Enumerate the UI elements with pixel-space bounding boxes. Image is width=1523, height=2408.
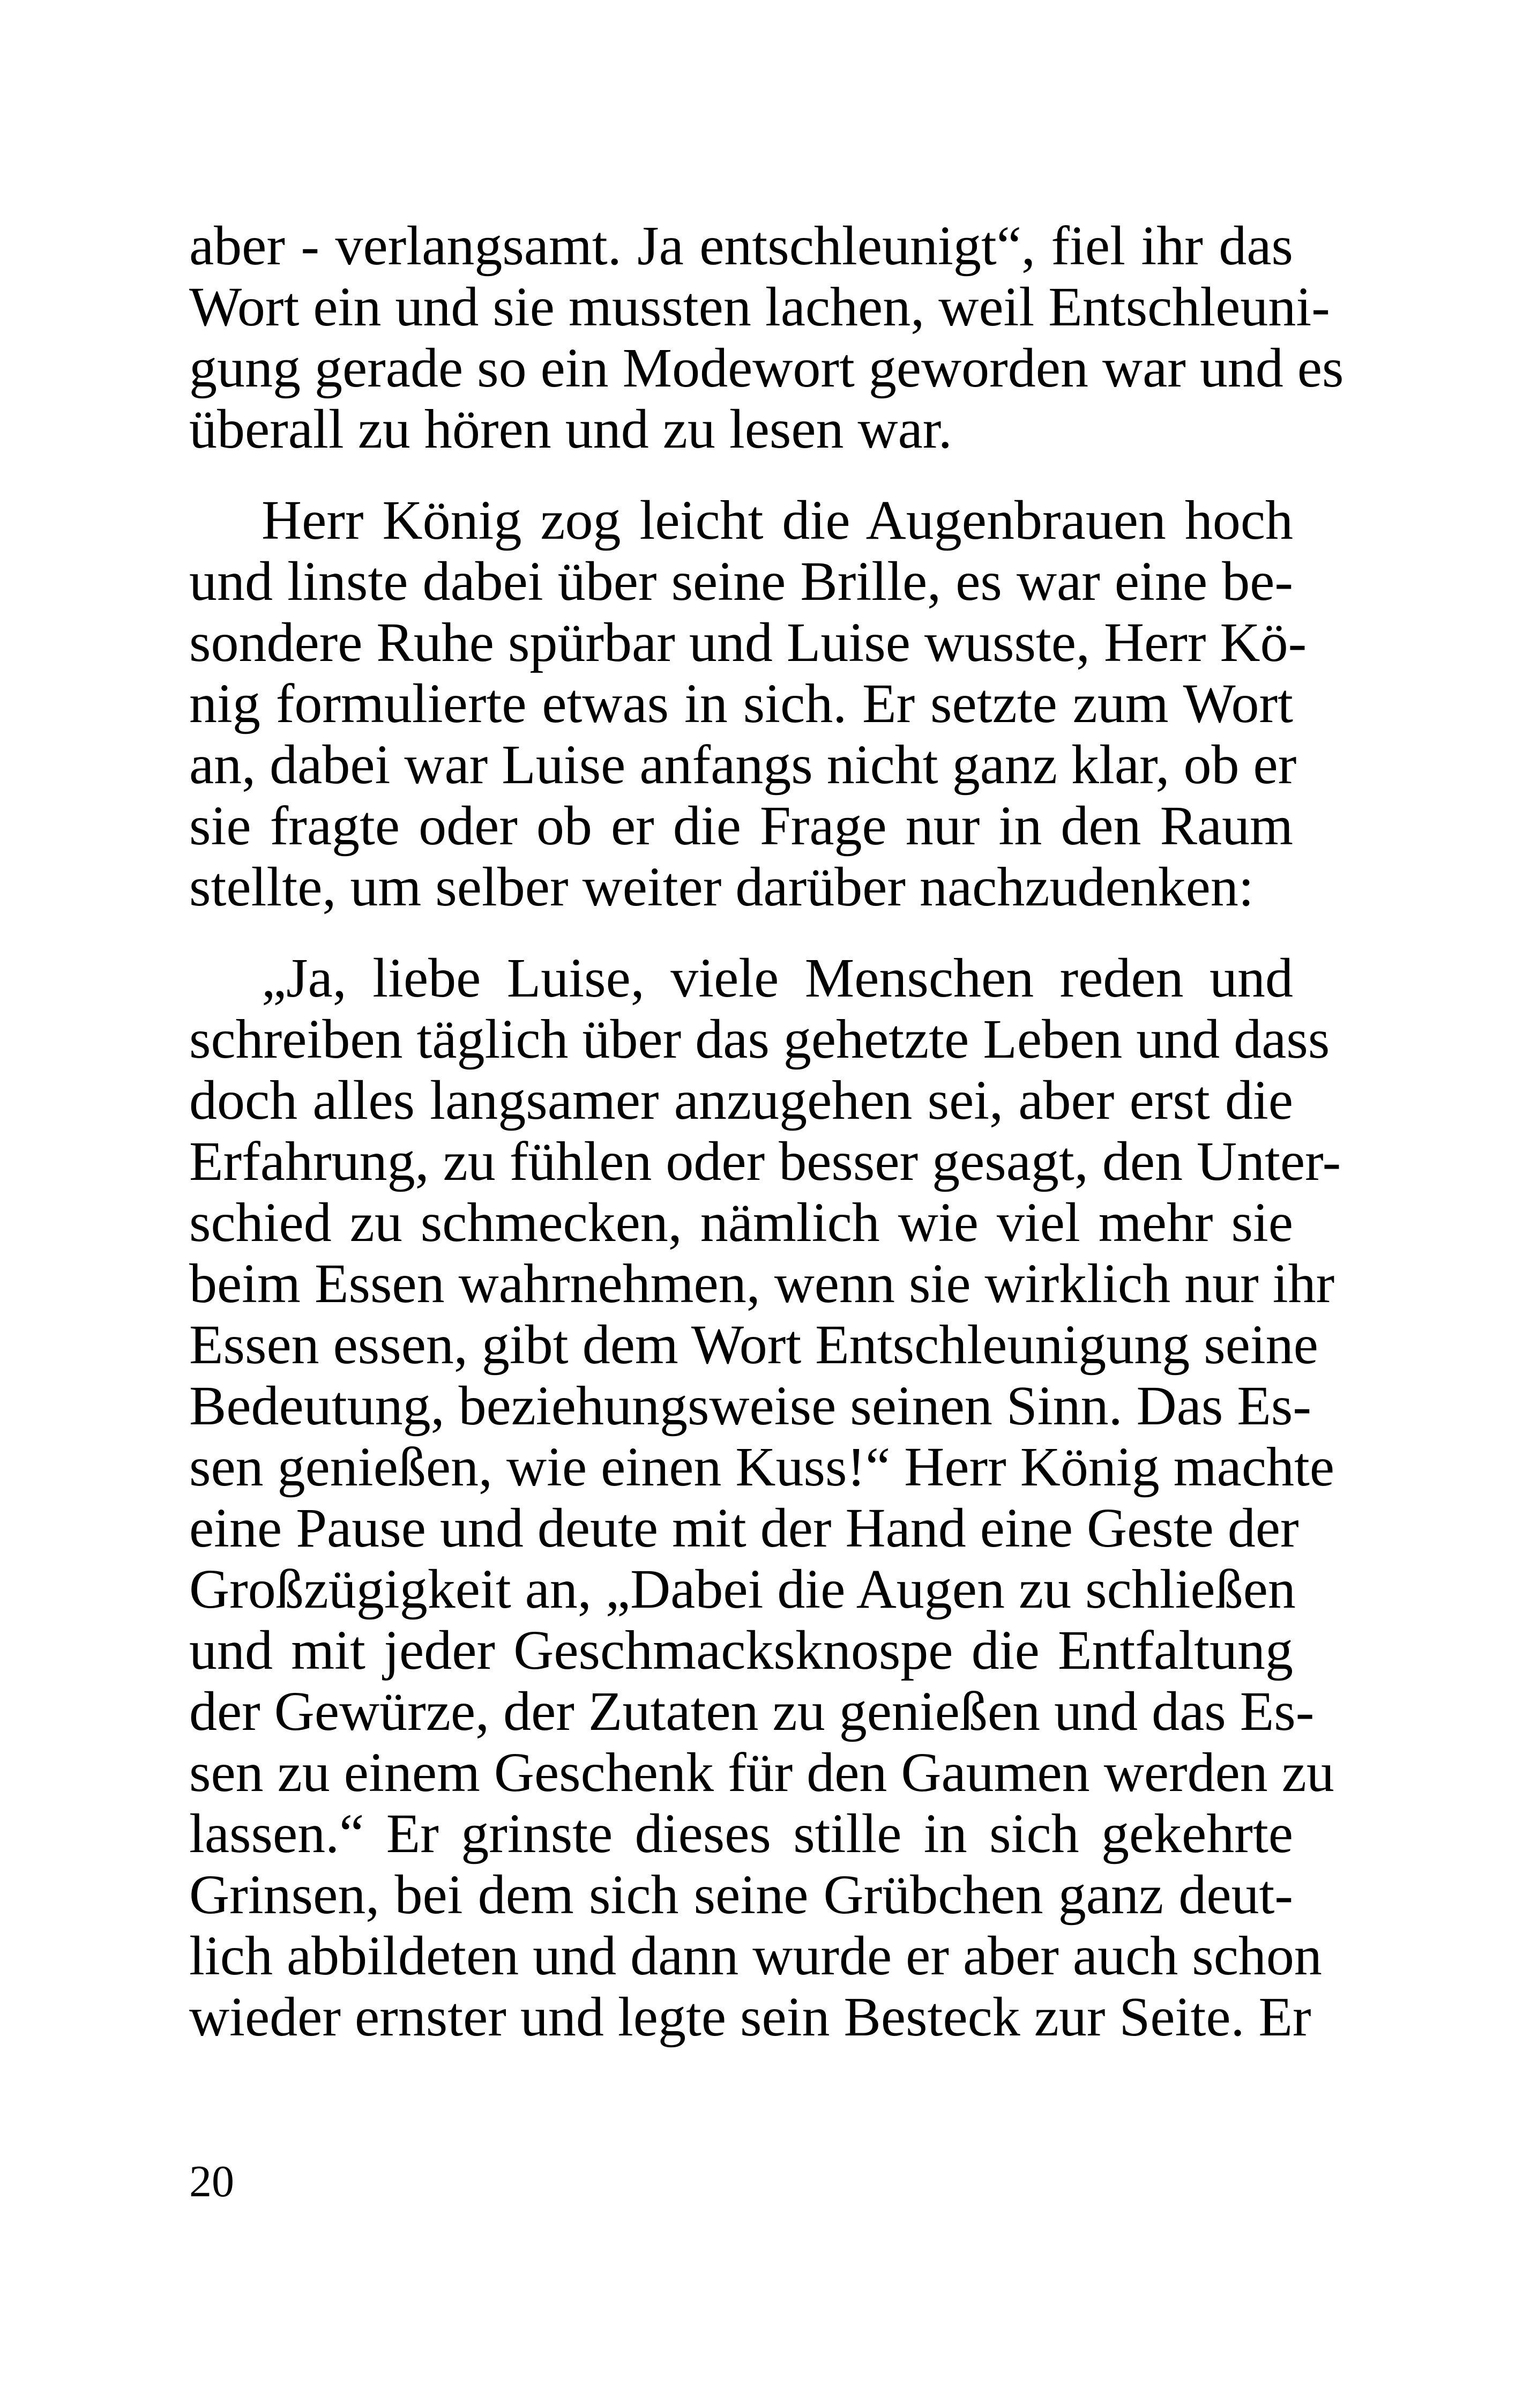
text-line: sen genießen, wie einen Kuss!“ Herr König machte xyxy=(189,1436,1335,1498)
text-line: der Gewürze, der Zutaten zu genießen und das Es- xyxy=(189,1681,1315,1742)
text-line: aber - verlangsamt. Ja entschleunigt“, fiel ihr das xyxy=(189,215,1293,277)
text-line: nig formulierte etwas in sich. Er setzte zum Wort xyxy=(189,673,1293,734)
text-line: Großzügigkeit an, „Dabei die Augen zu schließen xyxy=(189,1558,1296,1620)
text-line: Grinsen, bei dem sich seine Grübchen ganz deut- xyxy=(189,1864,1293,1926)
text-line: an, dabei war Luise anfangs nicht ganz klar, ob er xyxy=(189,734,1297,796)
text-line: sondere Ruhe spürbar und Luise wusste, Herr Kö- xyxy=(189,612,1307,673)
text-line: schied zu schmecken, nämlich wie viel mehr sie xyxy=(189,1192,1293,1253)
text-line: „Ja, liebe Luise, viele Menschen reden und xyxy=(262,947,1293,1009)
text-line: eine Pause und deute mit der Hand eine Geste der xyxy=(189,1497,1299,1559)
text-line: beim Essen wahrnehmen, wenn sie wirklich nur ihr xyxy=(189,1253,1335,1314)
text-line: stellte, um selber weiter darüber nachzudenken: xyxy=(189,856,1254,918)
paragraph-gap xyxy=(189,460,1293,490)
paragraph-1 xyxy=(189,215,1344,460)
text-line: doch alles langsamer anzugehen sei, aber erst die xyxy=(189,1069,1293,1131)
text-line: lich abbildeten und dann wurde er aber auch schon xyxy=(189,1925,1322,1987)
text-line: sen zu einem Geschenk für den Gaumen werden zu xyxy=(189,1742,1334,1803)
text-line: wieder ernster und legte sein Besteck zur Seite. Er xyxy=(189,1986,1311,2048)
text-line: Bedeutung, beziehungsweise seinen Sinn. Das Es- xyxy=(189,1375,1312,1437)
page-number: 20 xyxy=(189,2157,234,2206)
text-line: und linste dabei über seine Brille, es war eine be- xyxy=(189,551,1293,612)
text-line: Wort ein und sie mussten lachen, weil Entschleuni- xyxy=(189,276,1330,338)
text-line: lassen.“ Er grinste dieses stille in sich gekehrte xyxy=(189,1803,1293,1864)
body-text xyxy=(189,215,1344,2048)
text-line: und mit jeder Geschmacksknospe die Entfaltung xyxy=(189,1619,1293,1681)
text-line: sie fragte oder ob er die Frage nur in den Raum xyxy=(189,795,1293,857)
text-line: gung gerade so ein Modewort geworden war und es xyxy=(189,337,1344,399)
text-line: Erfahrung, zu fühlen oder besser gesagt, den Unter- xyxy=(189,1131,1341,1192)
paragraph-3 xyxy=(189,947,1341,2048)
text-line: schreiben täglich über das gehetzte Leben und dass xyxy=(189,1008,1330,1070)
text-line: überall zu hören und zu lesen war. xyxy=(189,398,952,460)
paragraph-gap xyxy=(189,918,1293,948)
text-line: Essen essen, gibt dem Wort Entschleunigung seine xyxy=(189,1314,1318,1376)
paragraph-2 xyxy=(189,489,1307,918)
text-line: Herr König zog leicht die Augenbrauen hoch xyxy=(262,489,1293,551)
